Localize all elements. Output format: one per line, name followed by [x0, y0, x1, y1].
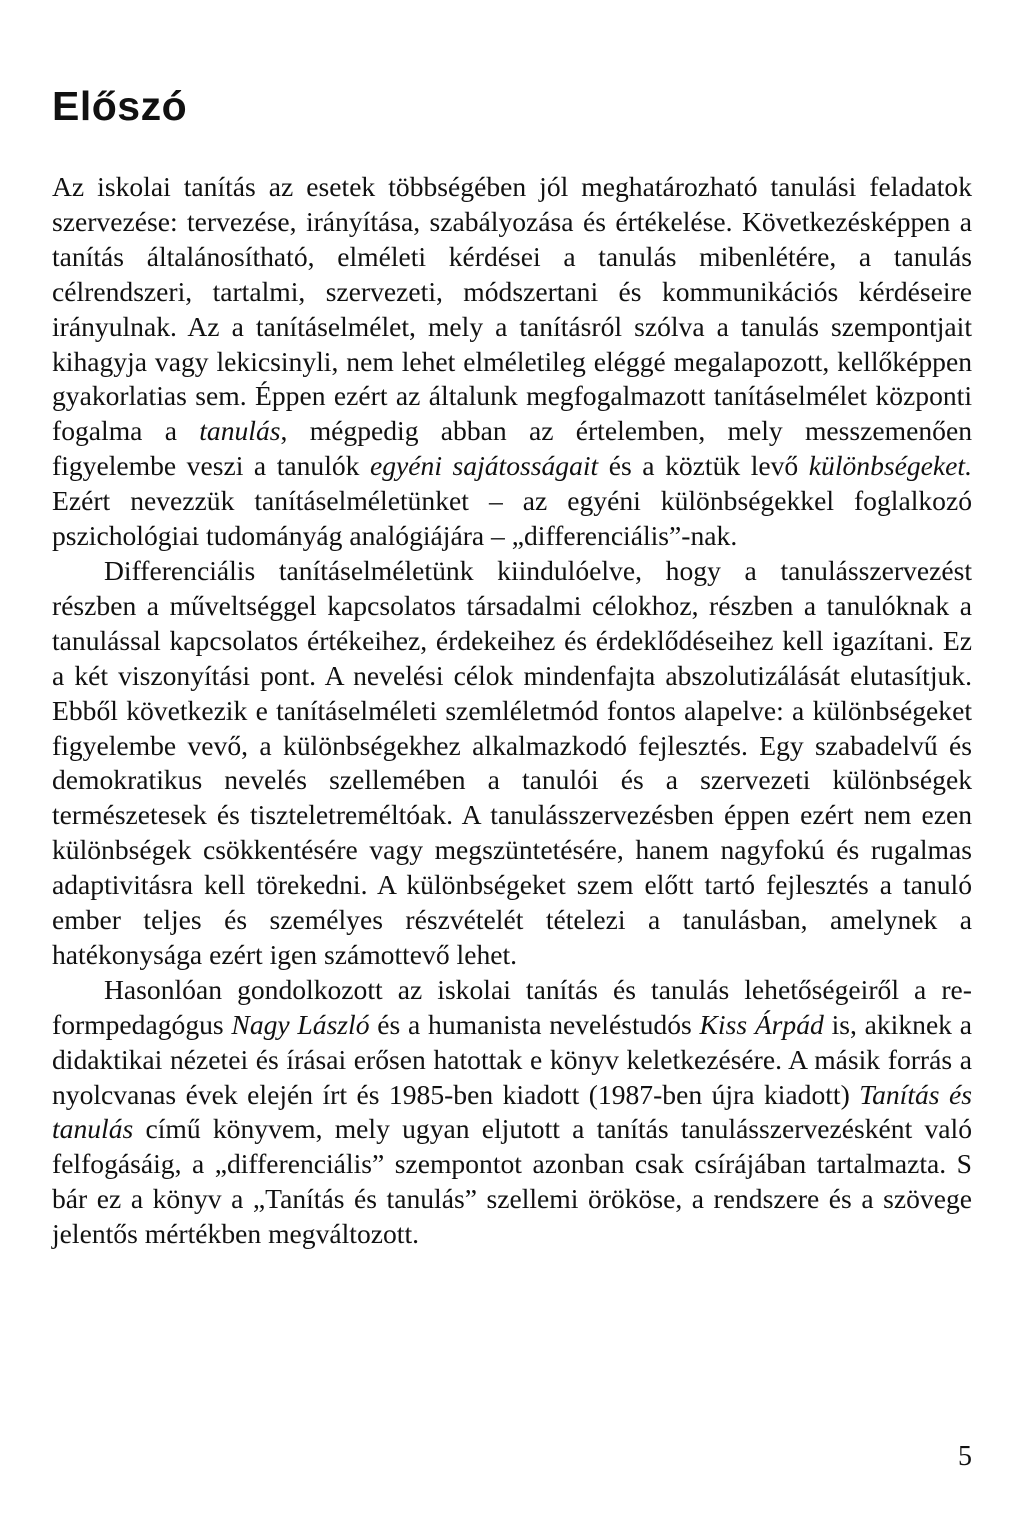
- page-number: 5: [958, 1441, 972, 1472]
- text-segment: és a humanista neveléstudós: [369, 1008, 700, 1040]
- text-segment: Hasonlóan gondolkozott az iskolai tanítás és tanulás lehetőségeiről a reformpedagógus: [52, 973, 972, 1040]
- italic-segment: Nagy László: [231, 1008, 370, 1040]
- text-segment: Differenciális tanításelméletünk kiindulóelve, hogy a tanulásszervezést részben a műveltséggel kapcsolatos társadalmi célokhoz, részben a tanulóknak a tanulással kapcsolatos értékeihez, érdekeihez és érdeklődéseihez kell igazítani. Ez a két viszonyítási pont. A nevelési célok mindenfajta abszolutizálását elutasítjuk. Ebből következik e tanításelméleti szemléletmód fontos alapelve: a különbségeket figyelembe vevő, a különbségekhez alkalmazkodó fejlesztés. Egy szabadelvű és demokratikus nevelés szellemében a tanulói és a szervezeti különbségek természetesek és tiszteletreméltóak. A tanulásszervezésben éppen ezért nem ezen különbségek csökkentésére vagy megszüntetésére, hanem nagyfokú és rugalmas adaptivitásra kell törekedni. A különbségeket szem előtt tartó fejlesztés a tanuló ember teljes és személyes részvételét tételezi a tanulásban, amelynek a hatékonysága ezért igen számottevő lehet.: [52, 554, 972, 970]
- italic-segment: különbségeket.: [808, 450, 972, 482]
- book-page: [52, 0, 972, 1529]
- body-text: [52, 170, 972, 1252]
- italic-segment: egyéni sajátosságait: [370, 450, 599, 482]
- page-title: Előszó: [52, 83, 188, 129]
- text-segment: és a köztük levő: [598, 450, 809, 482]
- paragraph-1: [52, 170, 972, 554]
- paragraph-3: [52, 973, 972, 1252]
- text-segment: Ezért nevezzük tanításelméletünket – az egyéni különbségekkel foglalkozó pszichológiai tudományág analógiájára – „differenciális”-nak.: [52, 485, 972, 552]
- text-segment: című könyvem, mely ugyan eljutott a tanítás tanulásszervezésként való felfogásáig, a „differenciális” szempontot azonban csak csírájában tartalmazta. S bár ez a könyv a „Tanítás és tanulás” szellemi örököse, a rendszere és a szövege jelentős mértékben megváltozott.: [52, 1113, 972, 1250]
- text-segment: , mégpedig abban az értelemben, mely messzemenően figyelembe veszi a tanulók: [52, 415, 972, 482]
- text-segment: is, akiknek a didaktikai nézetei és írásai erősen hatottak e könyv keletkezésére. A másik forrás a nyolcvanas évek elején írt és 1985-ben kiadott (1987-ben újra kiadott): [52, 1008, 972, 1110]
- italic-segment: Tanítás és tanulás: [52, 1078, 972, 1145]
- text-segment: Az iskolai tanítás az esetek többségében jól meghatározható tanulási feladatok szervezése: tervezése, irányítása, szabályozása és értékelése. Következésképpen a tanítás általánosítható, elméleti kérdései a tanulás mibenlétére, a tanulás célrendszeri, tartalmi, szervezeti, módszertani és kommunikációs kérdéseire irányulnak. Az a tanításelmélet, mely a tanításról szólva a tanulás szempontjait kihagyja vagy lekicsinyli, nem lehet elméletileg eléggé megalapozott, kellőképpen gyakorlatias sem. Éppen ezért az általunk megfogalmazott tanításelmélet központi fogalma a: [52, 171, 972, 447]
- italic-segment: Kiss Árpád: [699, 1008, 824, 1040]
- paragraph-2: [52, 554, 972, 973]
- italic-segment: tanulás: [199, 415, 281, 447]
